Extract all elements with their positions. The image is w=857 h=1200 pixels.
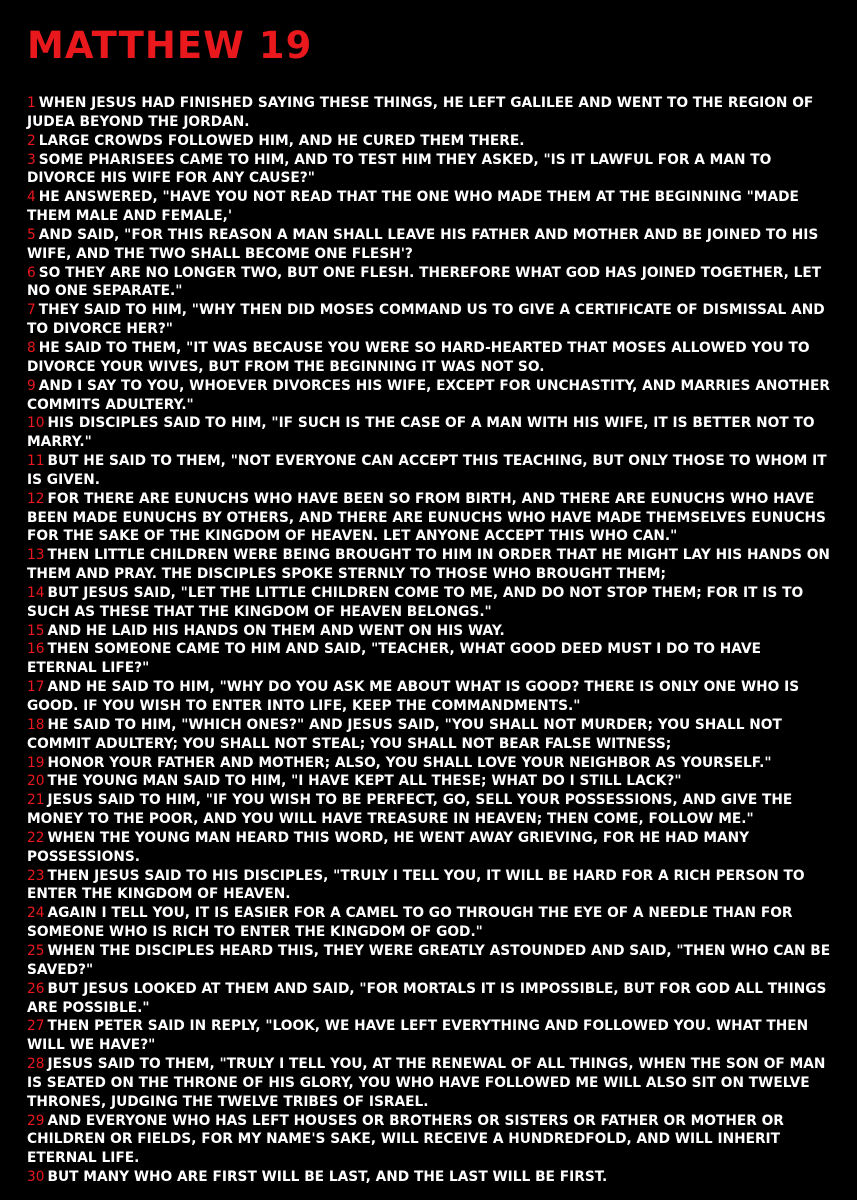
verse-number: 6 <box>27 264 36 281</box>
verse-text: AND SAID, "FOR THIS REASON A MAN SHALL LEAVE HIS FATHER AND MOTHER AND BE JOINED TO HIS WIFE, AND THE TWO SHALL BECOME ONE FLESH'? <box>27 226 819 262</box>
verse-number: 2 <box>27 132 36 149</box>
verse-text: FOR THERE ARE EUNUCHS WHO HAVE BEEN SO FROM BIRTH, AND THERE ARE EUNUCHS WHO HAVE BEEN MADE EUNUCHS BY OTHERS, AND THERE ARE EUNUCHS WHO HAVE MADE THEMSELVES EUNUCHS FOR THE SAKE OF THE KINGDOM OF HEAVEN. LET ANYONE ACCEPT THIS WHO CAN." <box>27 490 826 545</box>
verse-text: BUT JESUS LOOKED AT THEM AND SAID, "FOR MORTALS IT IS IMPOSSIBLE, BUT FOR GOD ALL THINGS ARE POSSIBLE." <box>27 980 827 1016</box>
verse-text: WHEN THE DISCIPLES HEARD THIS, THEY WERE GREATLY ASTOUNDED AND SAID, "THEN WHO CAN BE SAVED?" <box>27 942 831 978</box>
verse-text: BUT HE SAID TO THEM, "NOT EVERYONE CAN ACCEPT THIS TEACHING, BUT ONLY THOSE TO WHOM IT IS GIVEN. <box>27 453 827 488</box>
verse-number: 29 <box>27 1112 45 1129</box>
verse-text: THEN PETER SAID IN REPLY, "LOOK, WE HAVE LEFT EVERYTHING AND FOLLOWED YOU. WHAT THEN WILL WE HAVE?" <box>27 1018 809 1054</box>
verse-number: 4 <box>27 189 36 206</box>
verse-9 <box>27 377 835 415</box>
verse-number: 16 <box>27 641 45 658</box>
verse-26 <box>27 980 835 1018</box>
verse-text: HE SAID TO HIM, "WHICH ONES?" AND JESUS SAID, "YOU SHALL NOT MURDER; YOU SHALL NOT COMMIT ADULTERY; YOU SHALL NOT STEAL; YOU SHALL NOT BEAR FALSE WITNESS; <box>27 716 782 752</box>
verse-22 <box>27 829 835 867</box>
verse-number: 7 <box>27 302 36 319</box>
verse-21 <box>27 791 835 829</box>
verse-text: BUT MANY WHO ARE FIRST WILL BE LAST, AND THE LAST WILL BE FIRST. <box>47 1169 608 1186</box>
verse-27 <box>27 1017 835 1055</box>
verse-6 <box>27 264 835 302</box>
verse-5 <box>27 226 835 264</box>
verse-number: 14 <box>27 584 45 601</box>
verse-text: HONOR YOUR FATHER AND MOTHER; ALSO, YOU SHALL LOVE YOUR NEIGHBOR AS YOURSELF." <box>47 754 772 771</box>
verse-text: THEN JESUS SAID TO HIS DISCIPLES, "TRULY I TELL YOU, IT WILL BE HARD FOR A RICH PERSON TO ENTER THE KINGDOM OF HEAVEN. <box>27 867 805 903</box>
verse-number: 10 <box>27 415 45 432</box>
verse-1 <box>27 94 835 132</box>
verse-text: SO THEY ARE NO LONGER TWO, BUT ONE FLESH. THEREFORE WHAT GOD HAS JOINED TOGETHER, LET NO ONE SEPARATE." <box>27 264 822 300</box>
verse-20 <box>27 772 835 791</box>
verse-text: BUT JESUS SAID, "LET THE LITTLE CHILDREN COME TO ME, AND DO NOT STOP THEM; FOR IT IS TO SUCH AS THESE THAT THE KINGDOM OF HEAVEN BELONGS." <box>27 584 804 620</box>
verse-7 <box>27 301 835 339</box>
verse-number: 19 <box>27 754 45 771</box>
verse-number: 12 <box>27 490 45 507</box>
verse-8 <box>27 339 835 377</box>
verse-30 <box>27 1168 835 1187</box>
verse-number: 9 <box>27 377 36 394</box>
verse-text: THEY SAID TO HIM, "WHY THEN DID MOSES COMMAND US TO GIVE A CERTIFICATE OF DISMISSAL AND TO DIVORCE HER?" <box>27 302 825 338</box>
verse-number: 25 <box>27 942 45 959</box>
verse-28 <box>27 1055 835 1112</box>
verse-number: 26 <box>27 980 45 997</box>
verse-number: 17 <box>27 679 45 696</box>
verse-13 <box>27 546 835 584</box>
verse-11 <box>27 452 835 490</box>
verse-29 <box>27 1112 835 1169</box>
verse-number: 5 <box>27 226 36 243</box>
verse-text: AGAIN I TELL YOU, IT IS EASIER FOR A CAMEL TO GO THROUGH THE EYE OF A NEEDLE THAN FOR SOMEONE WHO IS RICH TO ENTER THE KINGDOM OF GOD." <box>27 905 793 941</box>
verse-number: 18 <box>27 716 45 733</box>
verse-number: 15 <box>27 622 45 639</box>
verse-text: LARGE CROWDS FOLLOWED HIM, AND HE CURED THEM THERE. <box>38 132 525 149</box>
verse-text: HE SAID TO THEM, "IT WAS BECAUSE YOU WERE SO HARD-HEARTED THAT MOSES ALLOWED YOU TO DIVORCE YOUR WIVES, BUT FROM THE BEGINNING IT WAS NOT SO. <box>27 339 810 375</box>
verse-25 <box>27 942 835 980</box>
verse-number: 24 <box>27 905 45 922</box>
verse-text: HE ANSWERED, "HAVE YOU NOT READ THAT THE ONE WHO MADE THEM AT THE BEGINNING "MADE THEM MALE AND FEMALE,' <box>27 189 799 225</box>
verse-number: 3 <box>27 151 36 168</box>
verse-text: AND EVERYONE WHO HAS LEFT HOUSES OR BROTHERS OR SISTERS OR FATHER OR MOTHER OR CHILDREN OR FIELDS, FOR MY NAME'S SAKE, WILL RECEIVE A HUNDREDFOLD, AND WILL INHERIT ETERNAL LIFE. <box>27 1112 784 1167</box>
verse-10 <box>27 414 835 452</box>
verse-number: 28 <box>27 1056 45 1073</box>
verse-number: 23 <box>27 867 45 884</box>
verse-text: AND HE SAID TO HIM, "WHY DO YOU ASK ME ABOUT WHAT IS GOOD? THERE IS ONLY ONE WHO IS GOOD. IF YOU WISH TO ENTER INTO LIFE, KEEP THE COMMANDMENTS." <box>27 679 800 714</box>
verse-list <box>27 94 835 1187</box>
verse-number: 21 <box>27 792 45 809</box>
verse-text: WHEN THE YOUNG MAN HEARD THIS WORD, HE WENT AWAY GRIEVING, FOR HE HAD MANY POSSESSIONS. <box>27 829 750 865</box>
verse-number: 20 <box>27 773 45 790</box>
verse-14 <box>27 584 835 622</box>
verse-24 <box>27 904 835 942</box>
verse-15 <box>27 622 835 641</box>
verse-number: 1 <box>27 95 36 111</box>
verse-12 <box>27 490 835 547</box>
verse-17 <box>27 678 835 716</box>
verse-18 <box>27 716 835 754</box>
verse-4 <box>27 188 835 226</box>
verse-3 <box>27 151 835 189</box>
verse-text: THE YOUNG MAN SAID TO HIM, "I HAVE KEPT ALL THESE; WHAT DO I STILL LACK?" <box>47 773 682 790</box>
page-title: MATTHEW 19 <box>27 24 313 67</box>
verse-19 <box>27 754 835 773</box>
verse-number: 13 <box>27 547 45 564</box>
verse-number: 22 <box>27 829 45 846</box>
verse-text: THEN SOMEONE CAME TO HIM AND SAID, "TEACHER, WHAT GOOD DEED MUST I DO TO HAVE ETERNAL LIFE?" <box>27 641 762 677</box>
verse-text: JESUS SAID TO THEM, "TRULY I TELL YOU, AT THE RENEWAL OF ALL THINGS, WHEN THE SON OF MAN IS SEATED ON THE THRONE OF HIS GLORY, YOU WHO HAVE FOLLOWED ME WILL ALSO SIT ON TWELVE THRONES, JUDGING THE TWELVE TRIBES OF ISRAEL. <box>27 1056 826 1110</box>
verse-text: THEN LITTLE CHILDREN WERE BEING BROUGHT TO HIM IN ORDER THAT HE MIGHT LAY HIS HANDS ON THEM AND PRAY. THE DISCIPLES SPOKE STERNLY TO THOSE WHO BROUGHT THEM; <box>27 547 830 583</box>
verse-text: HIS DISCIPLES SAID TO HIM, "IF SUCH IS THE CASE OF A MAN WITH HIS WIFE, IT IS BETTER NOT TO MARRY." <box>27 415 815 451</box>
verse-text: AND I SAY TO YOU, WHOEVER DIVORCES HIS WIFE, EXCEPT FOR UNCHASTITY, AND MARRIES ANOTHER COMMITS ADULTERY." <box>27 377 830 413</box>
verse-text: JESUS SAID TO HIM, "IF YOU WISH TO BE PERFECT, GO, SELL YOUR POSSESSIONS, AND GIVE THE MONEY TO THE POOR, AND YOU WILL HAVE TREASURE IN HEAVEN; THEN COME, FOLLOW ME." <box>27 792 793 828</box>
verse-number: 30 <box>27 1169 45 1186</box>
verse-2 <box>27 132 835 151</box>
verse-text: AND HE LAID HIS HANDS ON THEM AND WENT ON HIS WAY. <box>47 622 505 639</box>
verse-number: 8 <box>27 339 36 356</box>
verse-number: 27 <box>27 1018 45 1035</box>
verse-text: WHEN JESUS HAD FINISHED SAYING THESE THINGS, HE LEFT GALILEE AND WENT TO THE REGION OF JUDEA BEYOND THE JORDAN. <box>27 95 814 130</box>
verse-16 <box>27 640 835 678</box>
verse-number: 11 <box>27 453 45 470</box>
verse-text: SOME PHARISEES CAME TO HIM, AND TO TEST HIM THEY ASKED, "IS IT LAWFUL FOR A MAN TO DIVORCE HIS WIFE FOR ANY CAUSE?" <box>27 151 772 187</box>
verse-23 <box>27 867 835 905</box>
